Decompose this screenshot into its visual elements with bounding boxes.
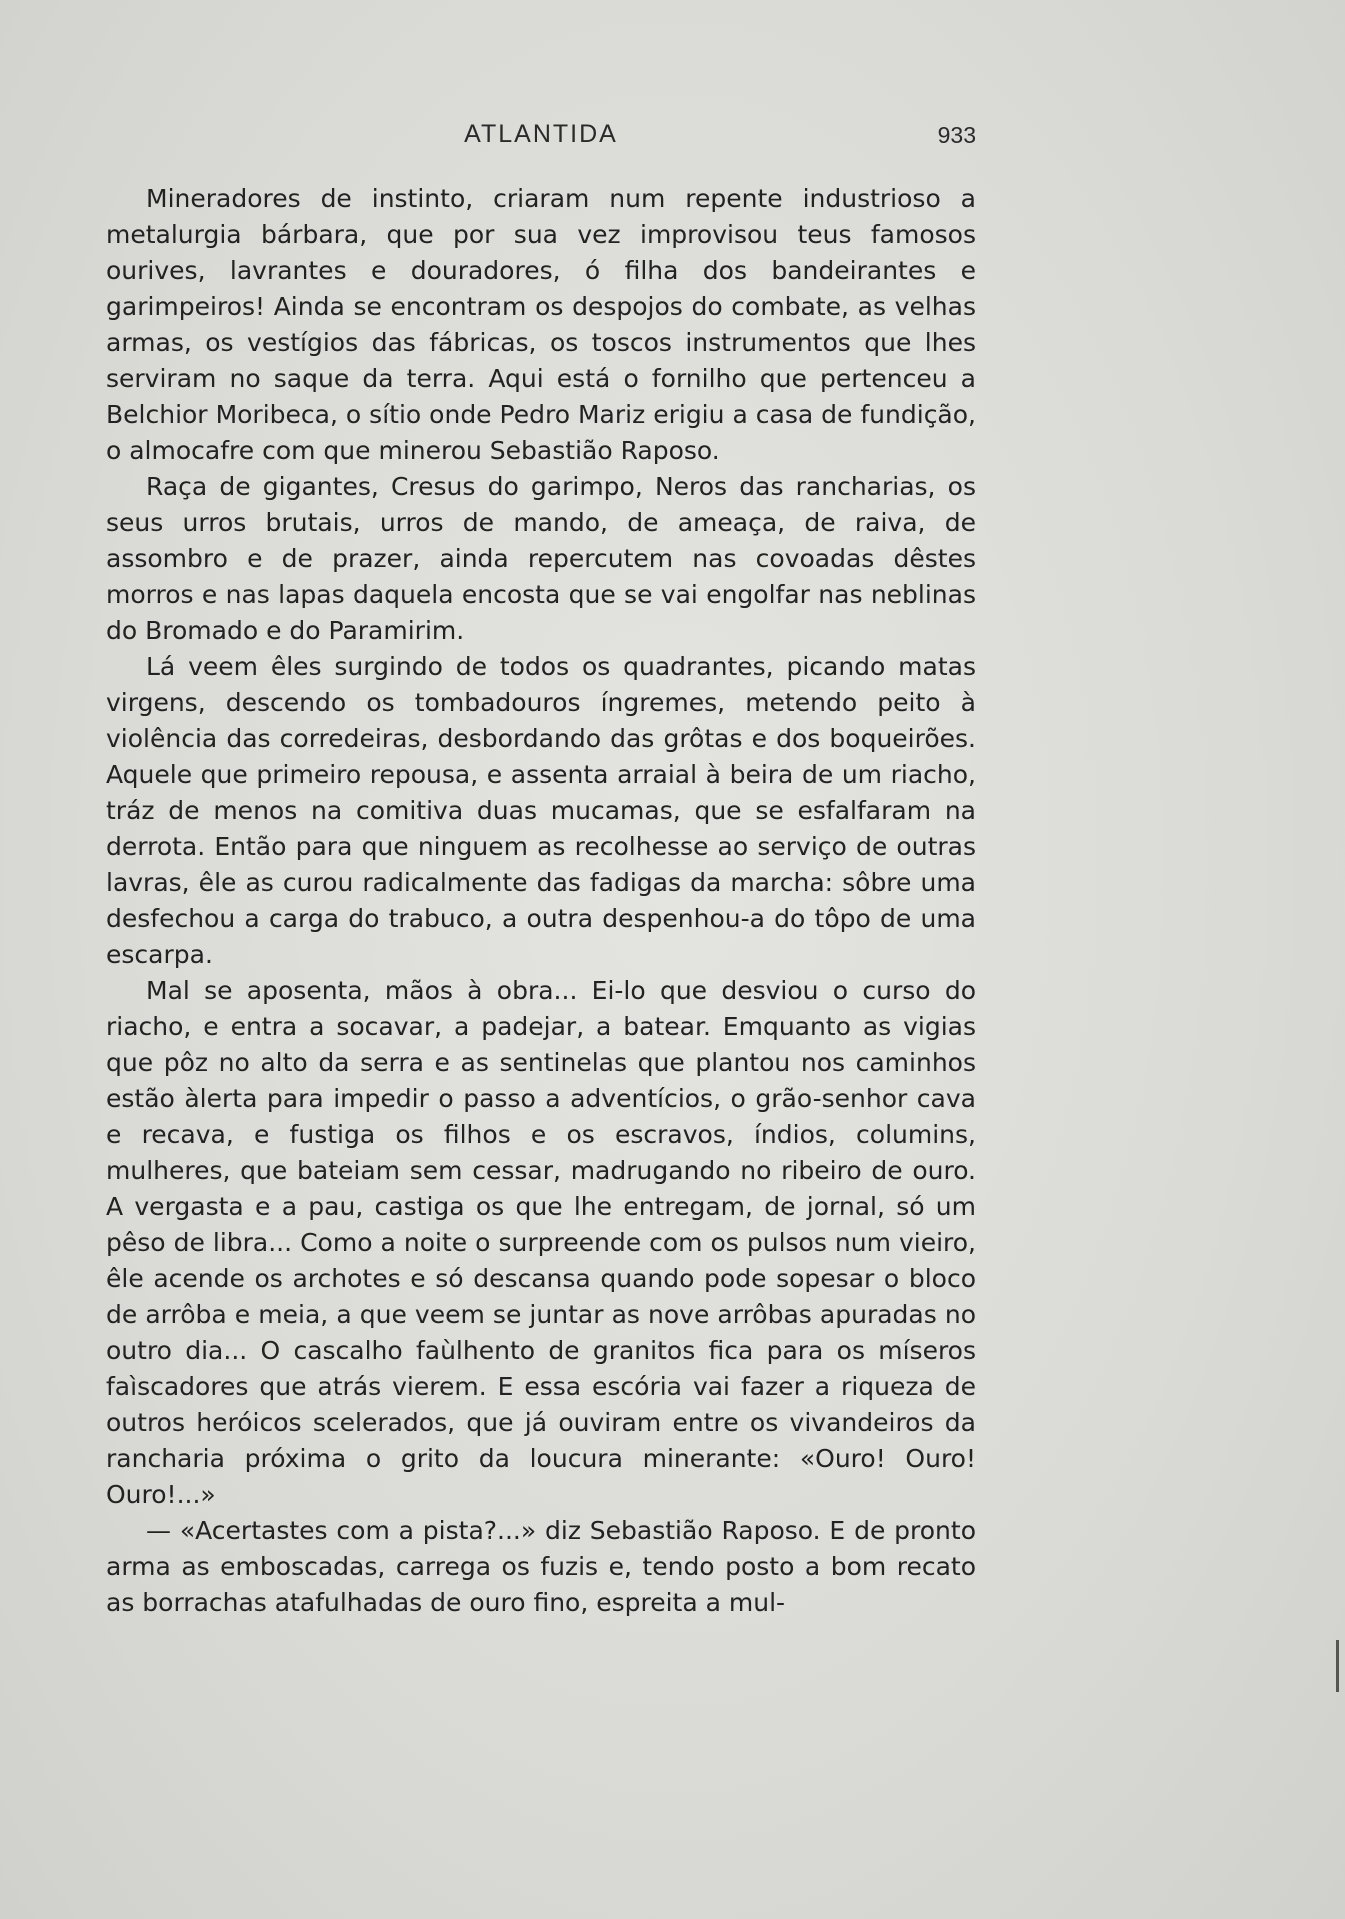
page-header [106,120,976,160]
paragraph: Raça de gigantes, Cresus do garimpo, Neros das rancharias, os seus urros brutais, urros de mando, de ameaça, de raiva, de assombro e de prazer, ainda repercutem nas covoadas dêstes morros e nas lapas daquela encosta que se vai engolfar nas neblinas do Bromado e do Paramirim. [106,472,976,645]
paragraph: Mal se aposenta, mãos à obra... Ei-lo que desviou o curso do riacho, e entra a socavar, a padejar, a batear. Emquanto as vigias que pôz no alto da serra e as sentinelas que plantou nos caminhos estão àlerta para impedir o passo a adventícios, o grão-senhor cava e recava, e fustiga os filhos e os escravos, índios, columins, mulheres, que bateiam sem cessar, madrugando no ribeiro de ouro. A vergasta e a pau, castiga os que lhe entregam, de jornal, só um pêso de libra... Como a noite o surpreende com os pulsos num vieiro, êle acende os archotes e só descansa quando pode sopesar o bloco de arrôba e meia, a que veem se juntar as nove arrôbas apuradas no outro dia... O cascalho faùlhento de granitos fica para os míseros faìscadores que atrás vierem. E essa escória vai fazer a riqueza de outros heróicos scelerados, que já ouviram entre os vivandeiros da rancharia próxima o grito da loucura minerante: «Ouro! Ouro! Ouro!...» [106,976,976,1509]
paragraph: Mineradores de instinto, criaram num repente industrioso a metalurgia bárbara, que por sua vez improvisou teus famosos ourives, lavrantes e douradores, ó filha dos bandeirantes e garimpeiros! Ainda se encontram os despojos do combate, as velhas armas, os vestígios das fábricas, os toscos instrumentos que lhes serviram no saque da terra. Aqui está o fornilho que pertenceu a Belchior Moribeca, o sítio onde Pedro Mariz erigiu a casa de fundição, o almocafre com que minerou Sebastião Raposo. [106,184,976,465]
paragraph: Lá veem êles surgindo de todos os quadrantes, picando matas virgens, descendo os tombadouros íngremes, metendo peito à violência das corredeiras, desbordando das grôtas e dos boqueirões. Aquele que primeiro repousa, e assenta arraial à beira de um riacho, tráz de menos na comitiva duas mucamas, que se esfalfaram na derrota. Então para que ninguem as recolhesse ao serviço de outras lavras, êle as curou radicalmente das fadigas da marcha: sôbre uma desfechou a carga do trabuco, a outra despenhou-a do tôpo de uma escarpa. [106,652,976,969]
running-title: ATLANTIDA [464,120,618,148]
page-number: 933 [937,122,976,148]
page-edge-mark [1336,1640,1339,1692]
paragraph: — «Acertastes com a pista?...» diz Sebastião Raposo. E de pronto arma as emboscadas, carrega os fuzis e, tendo posto a bom recato as borrachas atafulhadas de ouro fino, espreita a mul- [106,1516,976,1617]
body-text [106,181,976,1621]
